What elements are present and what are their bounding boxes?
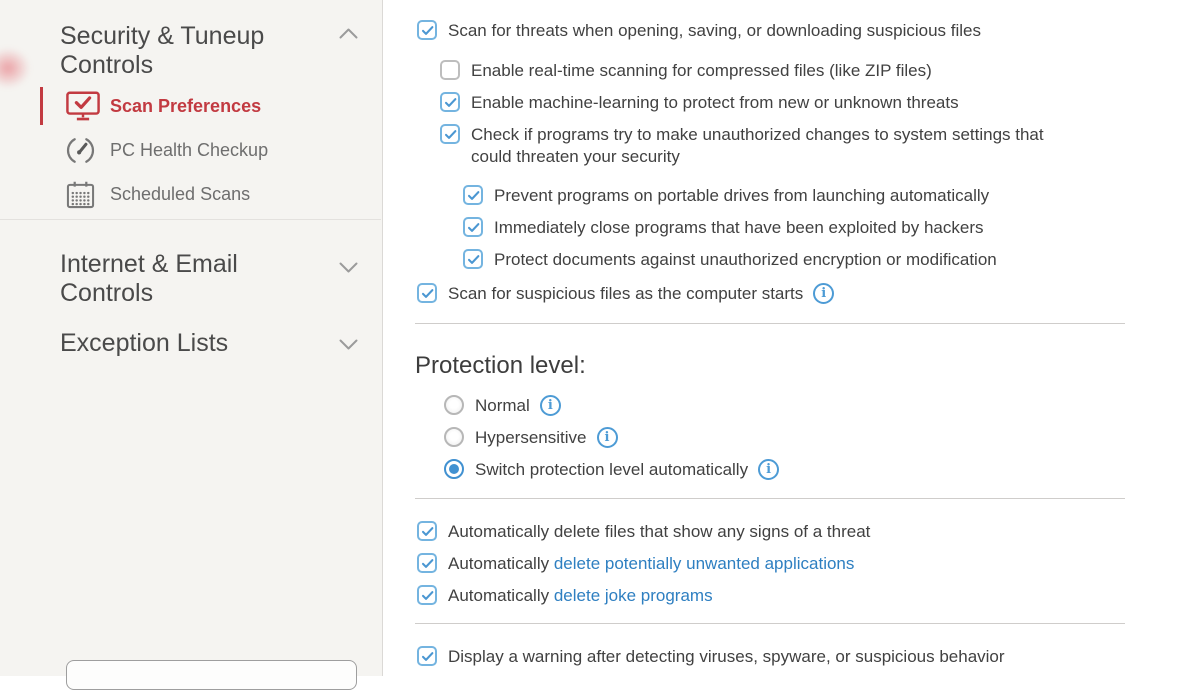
checkbox-label: Enable real-time scanning for compressed files (like ZIP files)	[471, 61, 932, 80]
info-icon[interactable]: i	[758, 459, 779, 480]
label-prefix: Automatically	[448, 554, 554, 573]
radio-selected[interactable]	[444, 459, 464, 479]
checkbox-row	[417, 521, 1125, 543]
radio-label: Hypersensitive	[475, 428, 587, 447]
sidebar-bottom-button[interactable]	[66, 660, 357, 690]
checkbox-label	[448, 553, 854, 575]
sidebar-item-label: Scheduled Scans	[110, 183, 251, 204]
section-divider	[415, 323, 1125, 324]
checkbox-checked[interactable]	[463, 185, 483, 205]
protection-level-heading: Protection level:	[415, 352, 586, 379]
checkbox-row	[440, 60, 1125, 82]
checkbox-checked[interactable]	[463, 217, 483, 237]
sidebar-item-label: PC Health Checkup	[110, 139, 269, 160]
checkbox-row	[417, 585, 1125, 607]
chevron-up-icon	[339, 26, 358, 44]
delete-pua-link[interactable]: delete potentially unwanted applications	[553, 554, 855, 573]
checkbox-label: Scan for suspicious files as the computer starts	[448, 284, 804, 303]
checkbox-label: Enable machine-learning to protect from new or unknown threats	[471, 93, 959, 112]
monitor-check-icon	[66, 91, 102, 121]
info-icon[interactable]: i	[813, 283, 834, 304]
sidebar-item-scan-preferences[interactable]	[0, 84, 382, 128]
sidebar	[0, 0, 383, 676]
sidebar-section-security-tuneup[interactable]	[60, 22, 310, 80]
sidebar-item-scheduled-scans[interactable]	[0, 172, 382, 216]
sidebar-section-internet-email[interactable]	[60, 250, 310, 308]
chevron-down-icon	[339, 260, 358, 278]
checkbox-row	[463, 185, 1125, 207]
checkbox-label: Prevent programs on portable drives from launching automatically	[494, 186, 990, 205]
checkbox-label: Scan for threats when opening, saving, or downloading suspicious files	[448, 21, 981, 40]
label-prefix: Automatically	[448, 586, 554, 605]
chevron-down-icon	[339, 337, 358, 355]
checkbox-row	[440, 92, 1125, 114]
radio-unselected[interactable]	[444, 395, 464, 415]
sidebar-section-exception-lists[interactable]	[60, 329, 310, 358]
radio-label: Switch protection level automatically	[475, 460, 749, 479]
section-divider	[415, 623, 1125, 624]
scan-preferences-panel	[415, 0, 1125, 678]
checkbox-row	[417, 646, 1125, 668]
checkbox-row	[463, 249, 1125, 271]
radio-label: Normal	[475, 396, 530, 415]
info-icon[interactable]: i	[597, 427, 618, 448]
checkbox-row	[417, 20, 1125, 42]
delete-joke-programs-link[interactable]: delete joke programs	[553, 586, 713, 605]
checkbox-label: Check if programs try to make unauthorized changes to system settings that could threaten your security	[471, 125, 1044, 166]
checkbox-row	[440, 124, 1125, 168]
sidebar-item-pc-health-checkup[interactable]	[0, 128, 382, 172]
radio-row	[444, 427, 1125, 449]
checkbox-label: Immediately close programs that have been exploited by hackers	[494, 218, 984, 237]
decorative-red-smudge	[0, 48, 30, 88]
checkbox-checked[interactable]	[463, 249, 483, 269]
radio-row	[444, 395, 1125, 417]
sidebar-section-title: Security & Tuneup Controls	[60, 22, 265, 79]
radio-row	[444, 459, 1125, 481]
checkbox-row	[417, 283, 1125, 305]
checkbox-label: Automatically delete files that show any signs of a threat	[448, 522, 871, 541]
radio-unselected[interactable]	[444, 427, 464, 447]
sidebar-divider	[0, 219, 381, 220]
checkbox-row	[463, 217, 1125, 239]
info-icon[interactable]: i	[540, 395, 561, 416]
checkbox-checked[interactable]	[417, 20, 437, 40]
gauge-icon	[66, 136, 102, 165]
sidebar-section-title: Exception Lists	[60, 329, 229, 357]
checkbox-label	[448, 585, 713, 607]
checkbox-label: Display a warning after detecting viruses, spyware, or suspicious behavior	[448, 647, 1005, 666]
checkbox-row	[417, 553, 1125, 575]
checkbox-checked[interactable]	[417, 585, 437, 605]
sidebar-item-label: Scan Preferences	[110, 95, 262, 116]
sidebar-nav	[0, 84, 382, 216]
checkbox-checked[interactable]	[440, 124, 460, 144]
checkbox-label: Protect documents against unauthorized encryption or modification	[494, 250, 997, 269]
checkbox-unchecked[interactable]	[440, 60, 460, 80]
checkbox-checked[interactable]	[417, 283, 437, 303]
checkbox-checked[interactable]	[417, 553, 437, 573]
section-divider	[415, 498, 1125, 499]
checkbox-checked[interactable]	[417, 646, 437, 666]
checkbox-checked[interactable]	[417, 521, 437, 541]
calendar-icon	[66, 180, 102, 209]
checkbox-checked[interactable]	[440, 92, 460, 112]
sidebar-section-title: Internet & Email Controls	[60, 250, 238, 307]
